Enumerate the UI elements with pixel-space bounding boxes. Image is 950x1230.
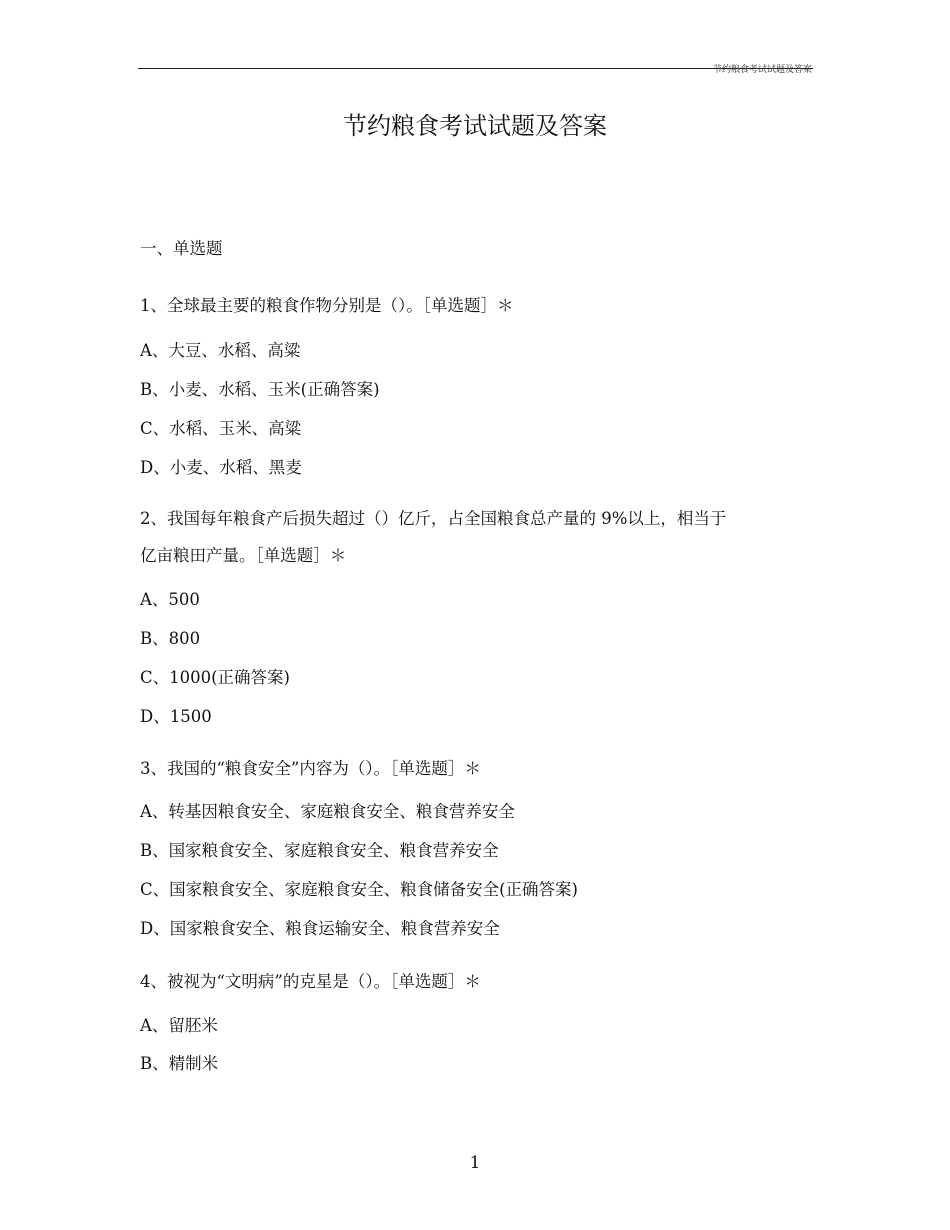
running-header: 节约粮食考试试题及答案: [712, 65, 812, 75]
question-1-stem: 1、全球最主要的粮食作物分别是（）。［单选题］＊: [140, 296, 514, 315]
question-1-option-d: D、小麦、水稻、黑麦: [140, 458, 302, 477]
question-1-option-c: C、水稻、玉米、高粱: [140, 419, 302, 438]
question-1-option-b: B、小麦、水稻、玉米(正确答案): [140, 380, 380, 399]
question-2-option-c: C、1000(正确答案): [140, 668, 290, 687]
document-title: 节约粮食考试试题及答案: [343, 112, 607, 140]
question-4-stem: 4、被视为“文明病”的克星是（）。［单选题］＊: [140, 972, 481, 991]
question-2-stem-line-1: 2、我国每年粮食产后损失超过（）亿斤，占全国粮食总产量的 9%以上，相当于: [140, 509, 727, 528]
header-rule: [138, 68, 813, 69]
question-3-option-c: C、国家粮食安全、家庭粮食安全、粮食储备安全(正确答案): [140, 880, 578, 899]
question-3-option-b: B、国家粮食安全、家庭粮食安全、粮食营养安全: [140, 841, 499, 860]
question-3-option-d: D、国家粮食安全、粮食运输安全、粮食营养安全: [140, 919, 500, 938]
page-number: 1: [469, 1153, 481, 1173]
question-2-option-b: B、800: [140, 629, 201, 648]
question-1-option-a: A、大豆、水稻、高粱: [140, 341, 301, 360]
question-2-stem-line-2: 亿亩粮田产量。［单选题］＊: [140, 546, 347, 565]
section-heading: 一、单选题: [140, 239, 223, 258]
question-3-option-a: A、转基因粮食安全、家庭粮食安全、粮食营养安全: [140, 802, 515, 821]
question-4-option-b: B、精制米: [140, 1054, 219, 1073]
question-2-option-a: A、500: [140, 590, 200, 609]
question-3-stem: 3、我国的“粮食安全”内容为（）。［单选题］＊: [140, 759, 481, 778]
question-2-option-d: D、1500: [140, 707, 212, 726]
question-4-option-a: A、留胚米: [140, 1016, 218, 1035]
